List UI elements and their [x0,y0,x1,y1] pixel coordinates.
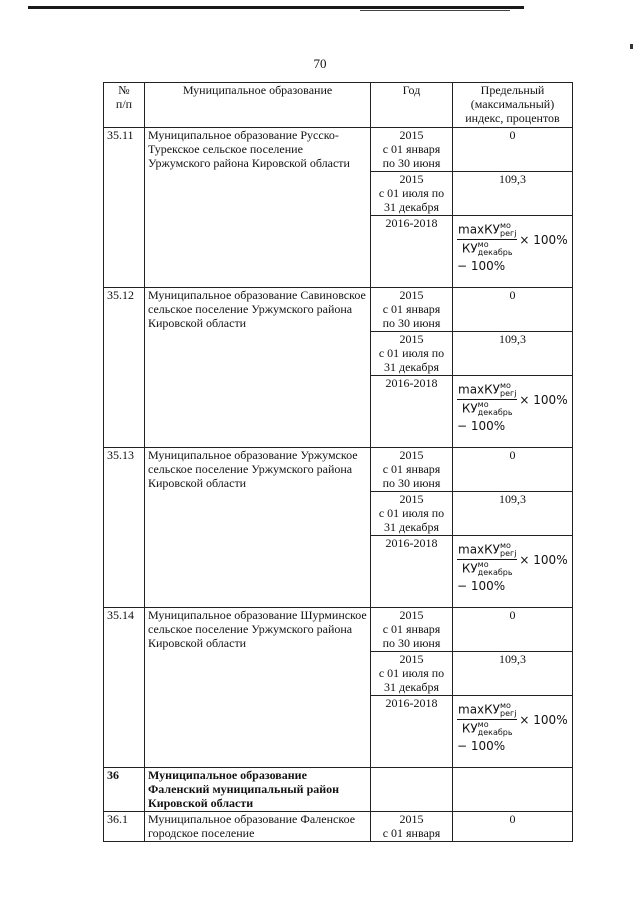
formula-fraction [457,542,517,577]
index-value: 109,3 [453,652,573,696]
formula-denominator: КУ мо декабрь [461,560,513,577]
formula-multiplier: × 100% [519,552,568,567]
row-number: 36.1 [104,812,145,842]
period-year: 2015 с 01 июля по 31 декабря [371,492,453,536]
formula-fraction [457,222,517,257]
index-formula [455,536,570,593]
formula-multiplier: × 100% [519,712,568,727]
table-row [104,128,573,172]
header-index: Предельный (максимальный) индекс, процентов [453,83,573,128]
section-year-empty [371,768,453,812]
period-year: 2016-2018 [371,696,453,768]
period-year: 2016-2018 [371,216,453,288]
index-value: 109,3 [453,332,573,376]
index-formula [455,216,570,273]
page-number: 70 [313,56,327,71]
section-name: Муниципальное образование Фаленский муниципальный район Кировской области [145,768,371,812]
index-value: 0 [453,288,573,332]
municipality-name: Муниципальное образование Фаленское городское поселение [145,812,371,842]
section-number: 36 [104,768,145,812]
scan-mark [630,44,633,49]
index-value: 0 [453,448,573,492]
index-formula [455,696,570,753]
section-index-empty [453,768,573,812]
header-municipality: Муниципальное образование [145,83,371,128]
tariff-index-table [103,82,573,842]
formula-numerator: maxКУ мо регj [458,221,517,238]
formula-minus: − 100% [457,419,506,433]
formula-minus: − 100% [457,259,506,273]
index-value: 0 [453,608,573,652]
period-year: 2015 с 01 января по 30 июня [371,608,453,652]
table-row [104,288,573,332]
formula-denominator: КУ мо декабрь [461,720,513,737]
formula-multiplier: × 100% [519,232,568,247]
index-value: 109,3 [453,492,573,536]
formula-multiplier: × 100% [519,392,568,407]
period-year: 2015 с 01 июля по 31 декабря [371,652,453,696]
formula-numerator: maxКУ мо регj [458,701,517,718]
formula-numerator: maxКУ мо регj [458,381,517,398]
row-number: 35.13 [104,448,145,608]
table-body [104,83,573,842]
formula-denominator: КУ мо декабрь [461,400,513,417]
top-border-line [28,6,524,9]
formula-numerator: maxКУ мо регj [458,541,517,558]
section-row [104,768,573,812]
municipality-name: Муниципальное образование Уржумское сельское поселение Уржумского района Кировской области [145,448,371,608]
period-year: 2015 с 01 января по 30 июня [371,448,453,492]
period-year: 2016-2018 [371,376,453,448]
index-value-formula [453,376,573,448]
municipality-name: Муниципальное образование Шурминское сельское поселение Уржумского района Кировской области [145,608,371,768]
formula-denominator: КУ мо декабрь [461,240,513,257]
index-value-formula [453,216,573,288]
index-value-formula [453,536,573,608]
municipality-name: Муниципальное образование Савиновское сельское поселение Уржумского района Кировской области [145,288,371,448]
table-header-row [104,83,573,128]
formula-minus: − 100% [457,579,506,593]
period-year: 2015 с 01 января [371,812,453,842]
period-year: 2015 с 01 января по 30 июня [371,288,453,332]
index-value: 0 [453,128,573,172]
table-row [104,608,573,652]
formula-minus: − 100% [457,739,506,753]
table-row [104,812,573,842]
index-formula [455,376,570,433]
table-row [104,448,573,492]
period-year: 2015 с 01 января по 30 июня [371,128,453,172]
row-number: 35.11 [104,128,145,288]
row-number: 35.14 [104,608,145,768]
period-year: 2015 с 01 июля по 31 декабря [371,332,453,376]
formula-fraction [457,702,517,737]
formula-fraction [457,382,517,417]
index-value: 0 [453,812,573,842]
period-year: 2015 с 01 июля по 31 декабря [371,172,453,216]
header-num: № п/п [104,83,145,128]
row-number: 35.12 [104,288,145,448]
index-value: 109,3 [453,172,573,216]
header-year: Год [371,83,453,128]
top-border-line-thin [360,10,510,11]
municipality-name: Муниципальное образование Русско-Турекское сельское поселение Уржумского района Кировской области [145,128,371,288]
period-year: 2016-2018 [371,536,453,608]
index-value-formula [453,696,573,768]
